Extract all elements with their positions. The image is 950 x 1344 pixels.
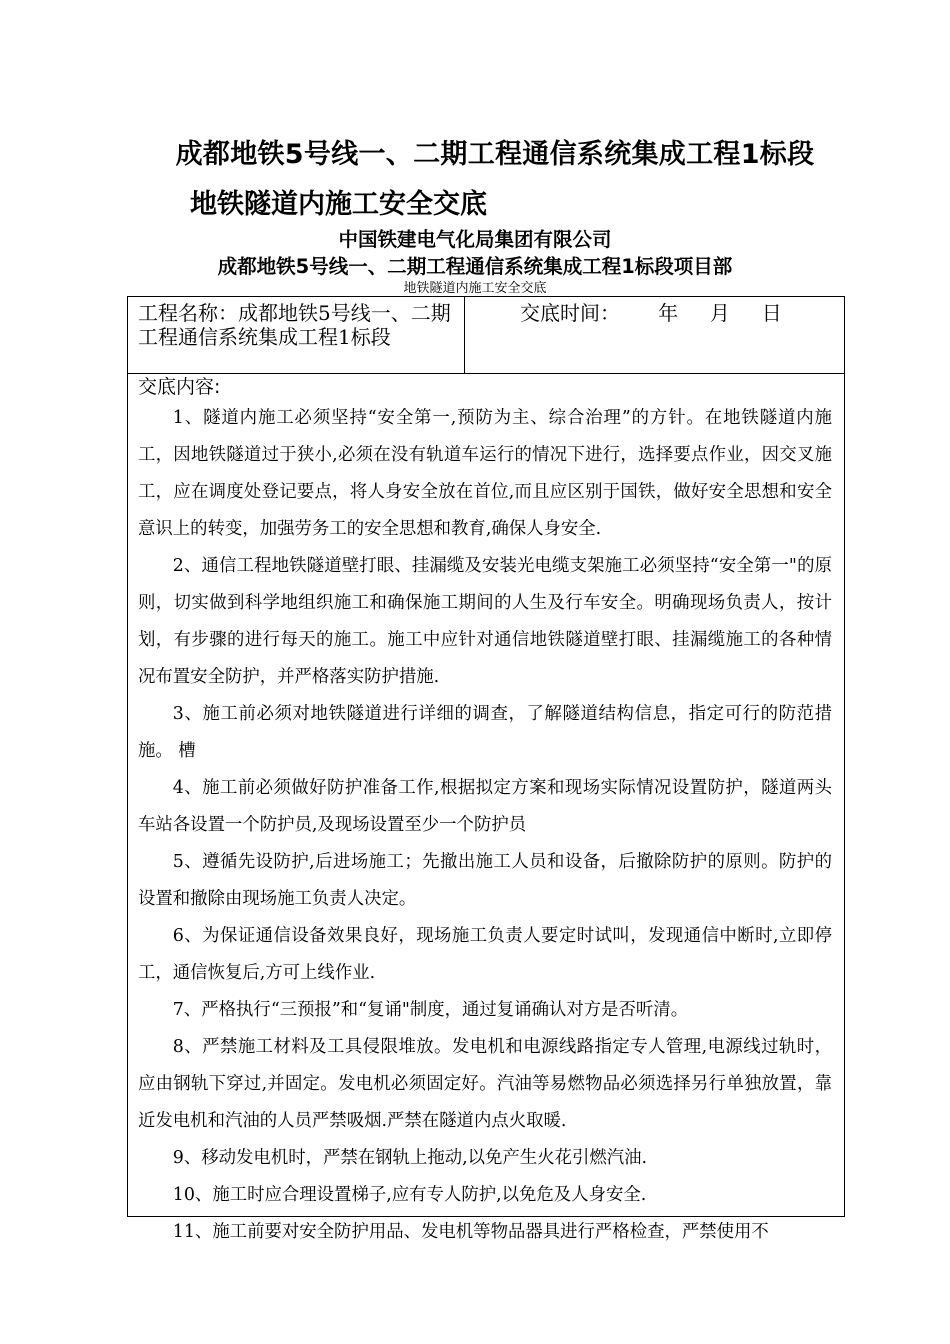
content-paragraph: 4、施工前必须做好防护准备工作,根据拟定方案和现场实际情况设置防护，隧道两头车站各设置一个防护员,及现场设置至少一个防护员: [138, 778, 832, 835]
briefing-content: [128, 374, 844, 1251]
content-paragraph: 7、严格执行“三预报”和“复诵"制度，通过复诵确认对方是否听清。: [172, 1000, 689, 1020]
content-paragraph: 10、施工时应合理设置梯子,应有专人防护,以免危及人身安全.: [172, 1185, 647, 1205]
form-caption: 地铁隧道内施工安全交底: [403, 281, 547, 296]
content-paragraph: 9、移动发电机时，严禁在钢轨上拖动,以免产生火花引燃汽油.: [172, 1148, 648, 1168]
briefing-date-field: 交底时间： 年 月 日: [520, 301, 782, 325]
organization-name: 中国铁建电气化局集团有限公司: [338, 228, 612, 251]
content-paragraph: 5、遵循先设防护,后进场施工；先撤出施工人员和设备，后撤除防护的原则。防护的设置和撤除由现场施工负责人决定。: [138, 852, 832, 909]
briefing-form: [127, 296, 845, 1242]
content-heading: 交底内容:: [138, 376, 221, 398]
content-paragraph: 3、施工前必须对地铁隧道进行详细的调查，了解隧道结构信息，指定可行的防范措施。 槽: [138, 704, 832, 761]
form-header-row: [128, 297, 844, 374]
document-title: 成都地铁5号线一、二期工程通信系统集成工程1标段: [175, 139, 815, 170]
content-paragraph: 6、为保证通信设备效果良好，现场施工负责人要定时试叫，发现通信中断时,立即停工，通信恢复后,方可上线作业.: [138, 926, 832, 983]
project-department: 成都地铁5号线一、二期工程通信系统集成工程1标段项目部: [217, 255, 733, 278]
content-paragraph: 11、施工前要对安全防护用品、发电机等物品器具进行严格检查，严禁使用不: [172, 1222, 769, 1242]
document-subtitle-heading: 地铁隧道内施工安全交底: [190, 189, 487, 220]
project-name-field: 工程名称：成都地铁5号线一、二期工程通信系统集成工程1标段: [128, 297, 465, 373]
content-paragraph: 8、严禁施工材料及工具侵限堆放。发电机和电源线路指定专人管理,电源线过轨时，应由钢轨下穿过,并固定。发电机必须固定好。汽油等易燃物品必须选择另行单独放置，靠近发电机和汽油的人员严禁吸烟.严禁在隧道内点火取暖.: [138, 1037, 832, 1131]
content-paragraph: 1、隧道内施工必须坚持“安全第一,预防为主、综合治理”的方针。在地铁隧道内施工，因地铁隧道过于狭小,必须在没有轨道车运行的情况下进行，选择要点作业，因交叉施工，应在调度处登记要点，将人身安全放在首位,而且应区别于国铁，做好安全思想和安全意识上的转变，加强劳务工的安全思想和教育,确保人身安全.: [138, 408, 832, 539]
content-paragraph: 2、通信工程地铁隧道壁打眼、挂漏缆及安装光电缆支架施工必须坚持“安全第一"的原则，切实做到科学地组织施工和确保施工期间的人生及行车安全。明确现场负责人，按计划，有步骤的进行每天的施工。施工中应针对通信地铁隧道壁打眼、挂漏缆施工的各种情况布置安全防护，并严格落实防护措施.: [138, 556, 832, 687]
